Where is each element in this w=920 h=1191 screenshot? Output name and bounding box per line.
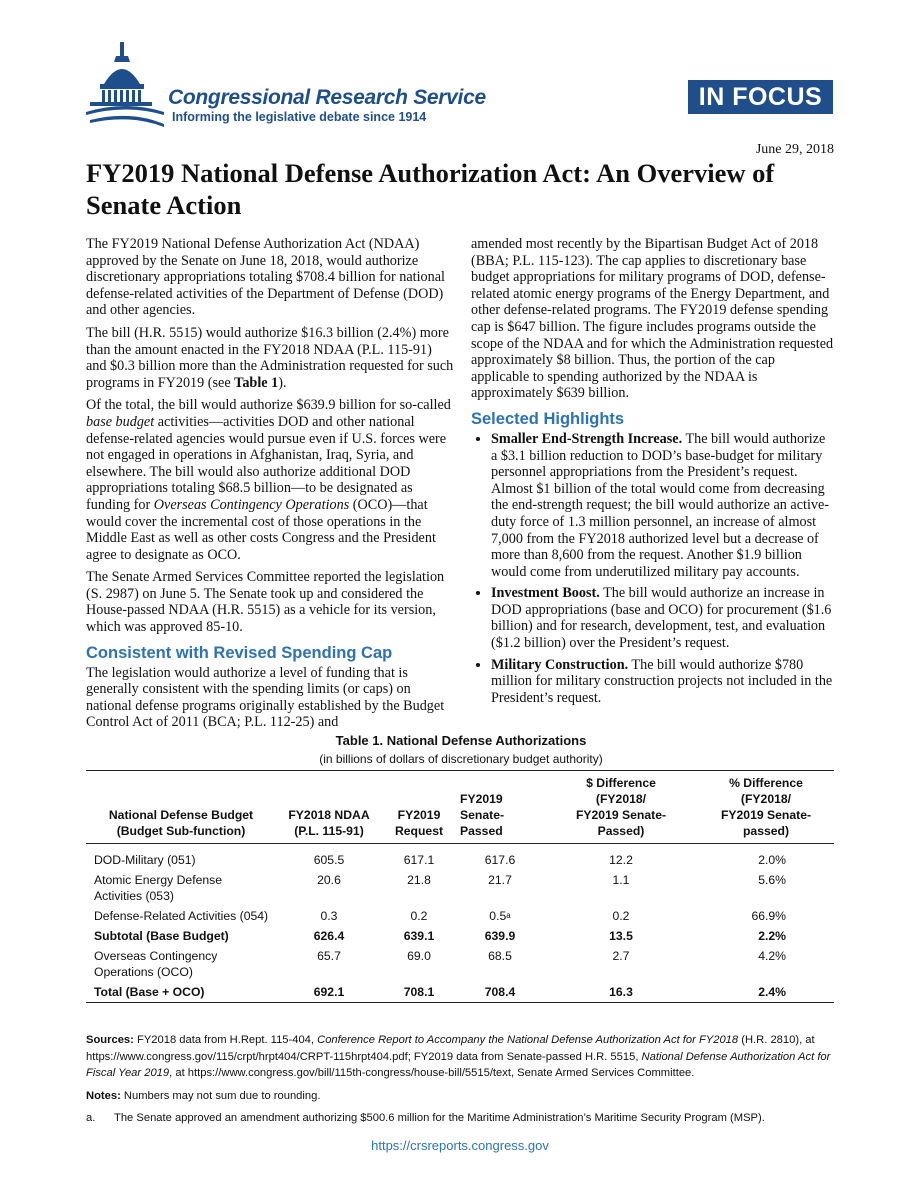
footnote-marker: a bbox=[506, 910, 511, 920]
publication-date: June 29, 2018 bbox=[755, 142, 834, 157]
table-subtitle: (in billions of dollars of discretionary budget authority) bbox=[319, 752, 603, 766]
paragraph: The bill (H.R. 5515) would authorize $16.3 billion (2.4%) more than the amount enacted in the FY2018 NDAA (P.L. 115-91) and $0.3 billion more than the Administration requested for such programs in FY2019 (see Table 1). bbox=[86, 324, 454, 391]
footer-link[interactable]: https://crsreports.congress.gov bbox=[371, 1138, 549, 1153]
org-tagline: Informing the legislative debate since 1914 bbox=[172, 110, 427, 124]
table-row: Overseas Contingency Operations (OCO) 65.7 69.0 68.5 2.7 4.2% bbox=[94, 948, 786, 979]
table-row: Total (Base + OCO) 692.1 708.1 708.4 16.3 2.4% bbox=[86, 982, 834, 1003]
col-header-senate: FY2019 Senate- Passed bbox=[456, 771, 544, 844]
right-column bbox=[471, 236, 834, 711]
list-item: • Military Construction. The bill would authorize $780 million for military construction projects not included in the President’s request. bbox=[491, 657, 834, 707]
table-header-row bbox=[86, 771, 834, 844]
table-notes: Notes: Numbers may not sum due to rounding. bbox=[86, 1090, 321, 1102]
paragraph: The legislation would authorize a level of funding that is generally consistent with the spending limits (or caps) on national defense programs originally established by the Budget Control Act of 2011 (BCA; P.L. 112-25) and bbox=[86, 664, 445, 731]
in-focus-badge: IN FOCUS bbox=[688, 80, 833, 114]
col-header-fy2018: FY2018 NDAA (P.L. 115-91) bbox=[276, 771, 382, 844]
table-row: Subtotal (Base Budget) 626.4 639.1 639.9 13.5 2.2% bbox=[94, 928, 786, 943]
list-item: • Investment Boost. The bill would authorize an increase in DOD appropriations (base and OCO) for procurement ($1.6 billion) and for research, development, test, and evaluation ($1.2 billion) over the President’s request. bbox=[491, 585, 834, 651]
org-name: Congressional Research Service bbox=[168, 86, 486, 109]
left-column bbox=[86, 236, 454, 737]
col-header-subfunction: National Defense Budget (Budget Sub-function) bbox=[86, 771, 276, 844]
col-header-request: FY2019 Request bbox=[382, 771, 456, 844]
highlights-list bbox=[471, 431, 834, 707]
paragraph: amended most recently by the Bipartisan Budget Act of 2018 (BBA; P.L. 115-123). The cap applies to discretionary base budget appropriations for military programs of DOD, defense-related atomic energy programs of the Energy Department, and other defense-related programs. The FY2019 defense spending cap is $647 billion. The figure includes programs outside the scope of the NDAA and for which the Administration requested approximately $8 billion. Thus, the portion of the cap applicable to spending authorized by the NDAA is approximately $639 billion. bbox=[471, 236, 834, 402]
table-reference: Table 1 bbox=[234, 374, 279, 391]
table-title: Table 1. National Defense Authorizations bbox=[335, 733, 587, 748]
page-title: FY2019 National Defense Authorization Act: An Overview of Senate Action bbox=[86, 158, 775, 220]
table-footnote: a. The Senate approved an amendment authorizing $500.6 million for the Maritime Administration’s Maritime Security Program (MSP). bbox=[86, 1112, 765, 1124]
table-row: Atomic Energy Defense Activities (053) 20.6 21.8 21.7 1.1 5.6% bbox=[94, 872, 786, 903]
section-heading: Consistent with Revised Spending Cap bbox=[86, 643, 393, 662]
col-header-pct-diff: % Difference (FY2018/ FY2019 Senate- passed) bbox=[698, 771, 834, 844]
paragraph: The FY2019 National Defense Authorization Act (NDAA) approved by the Senate on June 18, 2018, would authorize discretionary appropriations totaling $708.4 billion for national defense-related activities of the Department of Defense (DOD) and other agencies. bbox=[86, 236, 445, 319]
table-sources: Sources: FY2018 data from H.Rept. 115-404, Conference Report to Accompany the National Defense Authorization Act for FY2018 (H.R. 2810), at https://www.congress.gov/115/crpt/hrpt404/CRPT-115hrpt404.pdf; FY2019 data from Senate-passed H.R. 5515, National Defense Authorization Act for Fiscal Year 2019, at https://www.congress.gov/bill/115th-congress/house-bill/5515/text, Senate Armed Services Committee. bbox=[86, 1034, 831, 1079]
list-item: • Smaller End-Strength Increase. The bill would authorize a $3.1 billion reduction to DOD’s base-budget for military personnel appropriations from the President’s request. Almost $1 billion of the total would come from decreasing the end-strength request; the bill would authorize an active-duty force of 1.3 million personnel, an increase of almost 7,000 from the FY2018 authorized level but a decrease of more than 8,600 from the request. Another $1.9 billion would come from underutilized military pay accounts. bbox=[491, 431, 834, 580]
authorizations-table bbox=[86, 770, 834, 1003]
capitol-dome-logo bbox=[86, 40, 164, 128]
col-header-dollar-diff: $ Difference (FY2018/ FY2019 Senate- Passed) bbox=[544, 771, 698, 844]
section-heading: Selected Highlights bbox=[471, 409, 625, 428]
paragraph: The Senate Armed Services Committee reported the legislation (S. 2987) on June 5. The Senate took up and considered the House-passed NDAA (H.R. 5515) as a vehicle for its version, which was approved 85-10. bbox=[86, 569, 445, 636]
table-row: DOD-Military (051) 605.5 617.1 617.6 12.2 2.0% bbox=[94, 852, 786, 867]
paragraph: Of the total, the bill would authorize $639.9 billion for so-called base budget activities—activities DOD and other national defense-related agencies would pursue even if U.S. forces were not engaged in operations in Afghanistan, Iraq, Syria, and elsewhere. The bill would also authorize additional DOD appropriations totaling $68.5 billion—to be designated as funding for Overseas Contingency Operations (OCO)—that would cover the incremental cost of those operations in the Middle East as well as other costs Congress and the President agree to designate as OCO. bbox=[86, 397, 451, 563]
table-row: Defense-Related Activities (054) 0.3 0.2 0.5$^a$ 0.2 66.9% bbox=[94, 908, 786, 923]
